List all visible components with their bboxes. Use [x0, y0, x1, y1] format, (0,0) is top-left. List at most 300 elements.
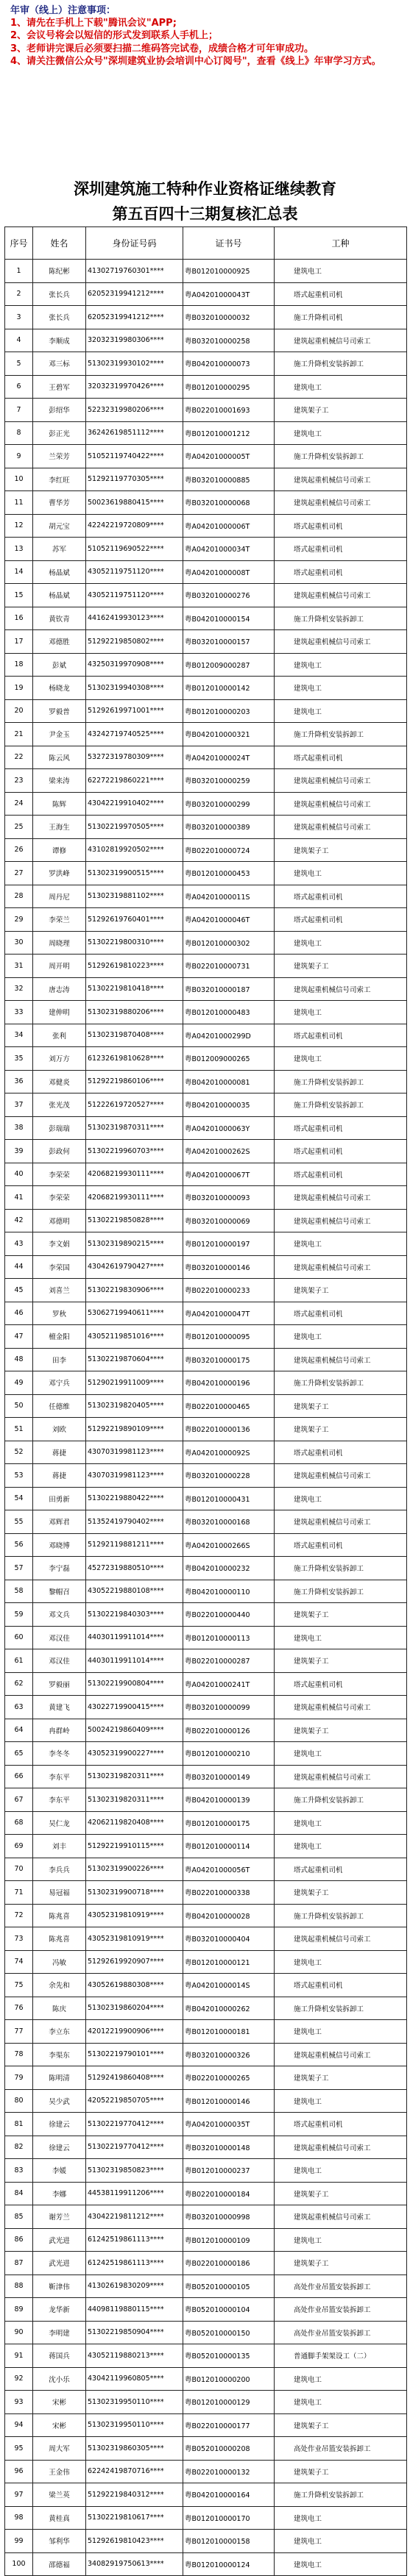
cell-id-number: 41302619830209****	[86, 2274, 183, 2298]
cell-certificate-number: 粤B022010000724	[183, 838, 275, 862]
cell-id-number: 44162419930123****	[86, 607, 183, 630]
cell-index: 38	[5, 1116, 33, 1140]
cell-id-number: 43022719900415****	[86, 1696, 183, 1719]
cell-certificate-number: 粤B052010000150	[183, 2321, 275, 2344]
cell-certificate-number: 粤B032010000069	[183, 1209, 275, 1232]
cell-name: 李荣荣	[33, 1186, 86, 1210]
notice-line-1: 1、请先在手机上下载"腾讯会议"APP;	[10, 18, 177, 29]
cell-index: 40	[5, 1163, 33, 1186]
table-row	[5, 375, 407, 399]
cell-job-type: 建筑电工	[275, 2089, 407, 2113]
cell-name: 邵德福	[33, 2552, 86, 2576]
cell-id-number: 43052119751120****	[86, 584, 183, 607]
cell-job-type: 建筑电工	[275, 375, 407, 399]
cell-id-number: 42242219720809****	[86, 514, 183, 538]
table-row	[5, 1163, 407, 1186]
cell-certificate-number: 粤B032010000068	[183, 491, 275, 515]
cell-name: 李立东	[33, 2020, 86, 2044]
table-row	[5, 1302, 407, 1325]
cell-index: 19	[5, 677, 33, 700]
cell-job-type: 建筑起重机械信号司索工	[275, 468, 407, 491]
table-row	[5, 1580, 407, 1603]
cell-certificate-number: 粤B032010000148	[183, 2136, 275, 2159]
cell-job-type: 建筑电工	[275, 2020, 407, 2044]
cell-job-type: 建筑架子工	[275, 2460, 407, 2483]
cell-certificate-number: 粤B012010000295	[183, 375, 275, 399]
cell-certificate-number: 粤A04201000008T	[183, 560, 275, 584]
cell-name: 尹金玉	[33, 723, 86, 746]
cell-certificate-number: 粤A04201000014S	[183, 1974, 275, 1997]
cell-index: 9	[5, 445, 33, 468]
cell-index: 14	[5, 560, 33, 584]
cell-index: 88	[5, 2274, 33, 2298]
cell-id-number: 51302219900804****	[86, 1672, 183, 1696]
cell-job-type: 建筑电工	[275, 2506, 407, 2530]
cell-job-type: 建筑架子工	[275, 2182, 407, 2205]
cell-certificate-number: 粤B022010000186	[183, 2252, 275, 2275]
cell-name: 任德维	[33, 1394, 86, 1418]
cell-certificate-number: 粤B022010000177	[183, 2413, 275, 2437]
cell-certificate-number: 粤B012010000200	[183, 2367, 275, 2391]
cell-id-number: 41302719760301****	[86, 260, 183, 283]
cell-index: 63	[5, 1696, 33, 1719]
table-header-row	[5, 227, 407, 260]
cell-id-number: 51302219810617****	[86, 2506, 183, 2530]
cell-name: 建伸明	[33, 1001, 86, 1024]
cell-id-number: 51302319930102****	[86, 352, 183, 376]
cell-certificate-number: 粤B032010000299	[183, 792, 275, 816]
cell-certificate-number: 粤B022010000731	[183, 955, 275, 978]
cell-id-number: 44030119911014****	[86, 1626, 183, 1649]
cell-index: 21	[5, 723, 33, 746]
table-row	[5, 1209, 407, 1232]
table-row	[5, 282, 407, 306]
table-row	[5, 1116, 407, 1140]
cell-index: 85	[5, 2205, 33, 2229]
cell-index: 69	[5, 1835, 33, 1858]
table-row	[5, 977, 407, 1001]
cell-id-number: 62272219860221****	[86, 769, 183, 793]
cell-name: 陈辉	[33, 792, 86, 816]
cell-index: 82	[5, 2136, 33, 2159]
cell-id-number: 43052319810919****	[86, 1927, 183, 1951]
cell-job-type: 施工升降机安装拆卸工	[275, 1904, 407, 1927]
cell-id-number: 51302319900226****	[86, 1858, 183, 1881]
table-row	[5, 1950, 407, 1974]
cell-name: 陈云风	[33, 746, 86, 769]
table-row	[5, 421, 407, 445]
cell-id-number: 42062119820408****	[86, 1811, 183, 1835]
table-row	[5, 1974, 407, 1997]
cell-name: 李明建	[33, 2321, 86, 2344]
cell-index: 56	[5, 1533, 33, 1557]
cell-id-number: 51292619810423****	[86, 2530, 183, 2553]
cell-id-number: 61232619810628****	[86, 1047, 183, 1071]
cell-index: 4	[5, 329, 33, 352]
table-row	[5, 1557, 407, 1580]
cell-job-type: 建筑架子工	[275, 1394, 407, 1418]
cell-certificate-number: 粤B012010000431	[183, 1487, 275, 1510]
cell-name: 彭瑞瑞	[33, 1116, 86, 1140]
cell-name: 邓汉佳	[33, 1649, 86, 1673]
cell-job-type: 建筑电工	[275, 1626, 407, 1649]
table-row	[5, 2344, 407, 2368]
cell-name: 李冬冬	[33, 1742, 86, 1766]
cell-id-number: 32032319970426****	[86, 375, 183, 399]
cell-index: 31	[5, 955, 33, 978]
cell-id-number: 53272319780309****	[86, 746, 183, 769]
cell-certificate-number: 粤B042010000110	[183, 1580, 275, 1603]
cell-certificate-number: 粤B032010000099	[183, 1696, 275, 1719]
cell-id-number: 44098119880115****	[86, 2298, 183, 2322]
cell-name: 余先和	[33, 1974, 86, 1997]
table-row	[5, 399, 407, 422]
cell-job-type: 塔式起重机司机	[275, 1974, 407, 1997]
cell-index: 17	[5, 630, 33, 654]
cell-job-type: 塔式起重机司机	[275, 538, 407, 561]
cell-name: 李荣兰	[33, 908, 86, 932]
cell-index: 64	[5, 1719, 33, 1742]
cell-id-number: 50023619880415****	[86, 491, 183, 515]
table-row	[5, 2020, 407, 2044]
cell-id-number: 43052319900227****	[86, 1742, 183, 1766]
cell-job-type: 塔式起重机司机	[275, 514, 407, 538]
cell-name: 王海生	[33, 816, 86, 839]
cell-certificate-number: 粤A04201000024T	[183, 746, 275, 769]
cell-id-number: 43250319970908****	[86, 653, 183, 677]
cell-certificate-number: 粤B042010000073	[183, 352, 275, 376]
cell-certificate-number: 粤A04201000011S	[183, 885, 275, 908]
cell-name: 杨晓龙	[33, 677, 86, 700]
cell-job-type: 建筑起重机械信号司索工	[275, 1510, 407, 1534]
cell-certificate-number: 粤B022010000132	[183, 2460, 275, 2483]
cell-name: 武光进	[33, 2228, 86, 2252]
cell-job-type: 塔式起重机司机	[275, 1024, 407, 1047]
cell-job-type: 施工升降机安装拆卸工	[275, 607, 407, 630]
cell-job-type: 建筑电工	[275, 1232, 407, 1256]
table-row	[5, 1441, 407, 1464]
cell-certificate-number: 粤B012010000170	[183, 2506, 275, 2530]
cell-name: 邓德明	[33, 1209, 86, 1232]
table-row	[5, 931, 407, 955]
cell-name: 张长兵	[33, 282, 86, 306]
cell-certificate-number: 粤B022010000440	[183, 1603, 275, 1627]
cell-name: 刘万方	[33, 1047, 86, 1071]
cell-name: 李文娟	[33, 1232, 86, 1256]
cell-index: 59	[5, 1603, 33, 1627]
cell-index: 46	[5, 1302, 33, 1325]
cell-certificate-number: 粤B042010000028	[183, 1904, 275, 1927]
cell-job-type: 建筑架子工	[275, 2413, 407, 2437]
cell-certificate-number: 粤A04201000063Y	[183, 1116, 275, 1140]
cell-job-type: 建筑起重机械信号司索工	[275, 977, 407, 1001]
cell-certificate-number: 粤B012010000181	[183, 2020, 275, 2044]
cell-job-type: 建筑电工	[275, 1487, 407, 1510]
cell-index: 97	[5, 2483, 33, 2507]
cell-certificate-number: 粤B032010000326	[183, 2043, 275, 2066]
cell-job-type: 建筑起重机械信号司索工	[275, 2136, 407, 2159]
table-row	[5, 1394, 407, 1418]
cell-job-type: 建筑电工	[275, 699, 407, 723]
cell-name: 罗毅普	[33, 699, 86, 723]
cell-id-number: 34082919750613****	[86, 2552, 183, 2576]
cell-index: 61	[5, 1649, 33, 1673]
cell-id-number: 43052619880308****	[86, 1974, 183, 1997]
cell-job-type: 施工升降机安装拆卸工	[275, 2483, 407, 2507]
cell-index: 71	[5, 1881, 33, 1905]
cell-index: 10	[5, 468, 33, 491]
cell-job-type: 施工升降机安装拆卸工	[275, 445, 407, 468]
table-row	[5, 1811, 407, 1835]
cell-job-type: 塔式起重机司机	[275, 1116, 407, 1140]
cell-index: 49	[5, 1371, 33, 1395]
cell-index: 83	[5, 2159, 33, 2183]
cell-id-number: 51302219770412****	[86, 2113, 183, 2136]
cell-id-number: 43042219811212****	[86, 2205, 183, 2229]
cell-id-number: 51292219910115****	[86, 1835, 183, 1858]
cell-id-number: 43052119851016****	[86, 1325, 183, 1349]
cell-name: 徐建云	[33, 2136, 86, 2159]
table-row	[5, 769, 407, 793]
cell-index: 86	[5, 2228, 33, 2252]
cell-id-number: 51290219911009****	[86, 1371, 183, 1395]
cell-name: 陈纪彬	[33, 260, 86, 283]
cell-certificate-number: 粤B052010000208	[183, 2437, 275, 2461]
cell-index: 70	[5, 1858, 33, 1881]
cell-name: 梁兰英	[33, 2483, 86, 2507]
cell-id-number: 62242419870716****	[86, 2460, 183, 2483]
cell-job-type: 建筑架子工	[275, 1603, 407, 1627]
cell-name: 檀金阳	[33, 1325, 86, 1349]
cell-index: 43	[5, 1232, 33, 1256]
table-row	[5, 2321, 407, 2344]
cell-job-type: 建筑架子工	[275, 2252, 407, 2275]
cell-name: 冯敏	[33, 1950, 86, 1974]
cell-name: 杨晶斌	[33, 560, 86, 584]
cell-job-type: 建筑电工	[275, 1001, 407, 1024]
cell-name: 周开明	[33, 955, 86, 978]
cell-job-type: 施工升降机安装拆卸工	[275, 1997, 407, 2020]
table-row	[5, 1140, 407, 1163]
cell-id-number: 42068219930111****	[86, 1163, 183, 1186]
table-row	[5, 1325, 407, 1349]
cell-index: 16	[5, 607, 33, 630]
cell-name: 李荣荣	[33, 1163, 86, 1186]
cell-job-type: 建筑电工	[275, 1950, 407, 1974]
cell-index: 1	[5, 260, 33, 283]
cell-name: 罗洪峰	[33, 862, 86, 885]
cell-name: 陈兆喜	[33, 1927, 86, 1951]
cell-index: 74	[5, 1950, 33, 1974]
cell-name: 邓文兵	[33, 1603, 86, 1627]
cell-id-number: 51302319880206****	[86, 1001, 183, 1024]
cell-index: 78	[5, 2043, 33, 2066]
cell-name: 彭斌	[33, 653, 86, 677]
cell-certificate-number: 粤B052010000104	[183, 2298, 275, 2322]
cell-certificate-number: 粤B012010000197	[183, 1232, 275, 1256]
table-row	[5, 1001, 407, 1024]
cell-id-number: 51302219960703****	[86, 1140, 183, 1163]
cell-certificate-number: 粤B012010000302	[183, 931, 275, 955]
table-row	[5, 838, 407, 862]
cell-job-type: 塔式起重机司机	[275, 282, 407, 306]
cell-name: 邹利华	[33, 2530, 86, 2553]
cell-job-type: 建筑起重机械信号司索工	[275, 1927, 407, 1951]
cell-job-type: 高处作业吊篮安装拆卸工	[275, 2274, 407, 2298]
cell-job-type: 建筑起重机械信号司索工	[275, 1255, 407, 1279]
cell-job-type: 建筑起重机械信号司索工	[275, 491, 407, 515]
cell-certificate-number: 粤B022010000338	[183, 1881, 275, 1905]
table-row	[5, 514, 407, 538]
cell-id-number: 32032319980306****	[86, 329, 183, 352]
cell-index: 73	[5, 1927, 33, 1951]
cell-index: 92	[5, 2367, 33, 2391]
cell-certificate-number: 粤B012010000109	[183, 2228, 275, 2252]
cell-name: 王金伟	[33, 2460, 86, 2483]
cell-index: 100	[5, 2552, 33, 2576]
cell-job-type: 建筑起重机械信号司索工	[275, 329, 407, 352]
table-row	[5, 2252, 407, 2275]
cell-id-number: 51302319860305****	[86, 2437, 183, 2461]
table-row	[5, 329, 407, 352]
cell-job-type: 建筑起重机械信号司索工	[275, 1464, 407, 1488]
cell-job-type: 建筑架子工	[275, 1881, 407, 1905]
cell-certificate-number: 粤B022010000233	[183, 1279, 275, 1302]
cell-index: 94	[5, 2413, 33, 2437]
cell-certificate-number: 粤B042010000154	[183, 607, 275, 630]
cell-name: 吴仁龙	[33, 1811, 86, 1835]
table-row	[5, 699, 407, 723]
cell-index: 35	[5, 1047, 33, 1071]
cell-id-number: 43042619790427****	[86, 1255, 183, 1279]
cell-certificate-number: 粤B042010000196	[183, 1371, 275, 1395]
cell-id-number: 43070319981123****	[86, 1441, 183, 1464]
table-row	[5, 2413, 407, 2437]
table-row	[5, 260, 407, 283]
cell-index: 44	[5, 1255, 33, 1279]
cell-id-number: 62052319941212****	[86, 306, 183, 329]
cell-id-number: 43042219910402****	[86, 792, 183, 816]
cell-id-number: 51302319850823****	[86, 2159, 183, 2183]
notice-line-4: 4、请关注微信公众号"深圳建筑业协会培训中心订阅号"，查看《线上》年审学习方式。	[10, 55, 381, 67]
table-row	[5, 1510, 407, 1534]
cell-job-type: 建筑电工	[275, 2367, 407, 2391]
cell-name: 李娜	[33, 2182, 86, 2205]
table-row	[5, 816, 407, 839]
cell-index: 27	[5, 862, 33, 885]
cell-name: 张长兵	[33, 306, 86, 329]
cell-job-type: 建筑电工	[275, 1047, 407, 1071]
cell-job-type: 建筑起重机械信号司索工	[275, 1348, 407, 1371]
cell-index: 54	[5, 1487, 33, 1510]
cell-id-number: 51302319890215****	[86, 1232, 183, 1256]
cell-id-number: 51292219840312****	[86, 2483, 183, 2507]
cell-job-type: 建筑电工	[275, 2530, 407, 2553]
cell-certificate-number: 粤B012010000146	[183, 2089, 275, 2113]
cell-certificate-number: 粤A04201000005T	[183, 445, 275, 468]
cell-name: 陈兆喜	[33, 1904, 86, 1927]
cell-index: 11	[5, 491, 33, 515]
table-row	[5, 306, 407, 329]
cell-job-type: 建筑起重机械信号司索工	[275, 1186, 407, 1210]
cell-job-type: 塔式起重机司机	[275, 1441, 407, 1464]
cell-job-type: 建筑架子工	[275, 1418, 407, 1441]
table-row	[5, 1093, 407, 1117]
cell-id-number: 43102819920502****	[86, 838, 183, 862]
cell-certificate-number: 粤B012009000265	[183, 1047, 275, 1071]
cell-id-number: 52232319980206****	[86, 399, 183, 422]
cell-index: 58	[5, 1580, 33, 1603]
cell-id-number: 51302319950110****	[86, 2391, 183, 2414]
cell-name: 宋彬	[33, 2391, 86, 2414]
cell-name: 罗秋	[33, 1302, 86, 1325]
cell-index: 99	[5, 2530, 33, 2553]
table-row	[5, 885, 407, 908]
cell-job-type: 建筑电工	[275, 677, 407, 700]
cell-certificate-number: 粤A04201000034T	[183, 538, 275, 561]
notice-line-3: 3、老师讲完课后必须要扫描二维码答完试卷，成绩合格才可年审成功。	[10, 43, 314, 54]
cell-id-number: 51292619971001****	[86, 699, 183, 723]
cell-certificate-number: 粤A04201000006T	[183, 514, 275, 538]
cell-index: 7	[5, 399, 33, 422]
table-row	[5, 955, 407, 978]
cell-name: 李东平	[33, 1765, 86, 1788]
table-row	[5, 746, 407, 769]
cell-job-type: 建筑架子工	[275, 955, 407, 978]
cell-job-type: 建筑起重机械信号司索工	[275, 792, 407, 816]
cell-name: 刘喜兰	[33, 1279, 86, 1302]
cell-index: 23	[5, 769, 33, 793]
cell-name: 王碧军	[33, 375, 86, 399]
cell-job-type: 建筑电工	[275, 653, 407, 677]
table-row	[5, 1371, 407, 1395]
document-title	[0, 176, 410, 226]
cell-certificate-number: 粤B022010000184	[183, 2182, 275, 2205]
cell-certificate-number: 粤B032010000259	[183, 769, 275, 793]
cell-certificate-number: 粤B042010000139	[183, 1788, 275, 1812]
cell-id-number: 51292219890109****	[86, 1418, 183, 1441]
table-row	[5, 2530, 407, 2553]
table-row	[5, 538, 407, 561]
cell-name: 李媛	[33, 2159, 86, 2183]
cell-id-number: 51302219830906****	[86, 1279, 183, 1302]
table-row	[5, 653, 407, 677]
cell-id-number: 51292219850802****	[86, 630, 183, 654]
cell-index: 2	[5, 282, 33, 306]
table-row	[5, 2113, 407, 2136]
cell-id-number: 43052319810919****	[86, 1904, 183, 1927]
cell-id-number: 43242719740525****	[86, 723, 183, 746]
table-row	[5, 2552, 407, 2576]
cell-certificate-number: 粤B012010000925	[183, 260, 275, 283]
cell-job-type: 建筑起重机械信号司索工	[275, 584, 407, 607]
cell-job-type: 建筑架子工	[275, 1279, 407, 1302]
notice-block	[10, 4, 405, 68]
cell-name: 邓汉佳	[33, 1626, 86, 1649]
cell-name: 李红旺	[33, 468, 86, 491]
cell-certificate-number: 粤B022010000287	[183, 1649, 275, 1673]
cell-name: 彭政何	[33, 1140, 86, 1163]
cell-name: 兰荣芳	[33, 445, 86, 468]
cell-index: 67	[5, 1788, 33, 1812]
cell-id-number: 61242519861113****	[86, 2252, 183, 2275]
cell-job-type: 施工升降机司机	[275, 306, 407, 329]
cell-job-type: 塔式起重机司机	[275, 2113, 407, 2136]
cell-certificate-number: 粤B032010000168	[183, 1510, 275, 1534]
cell-certificate-number: 粤B032010000998	[183, 2205, 275, 2229]
cell-certificate-number: 粤B042010000262	[183, 1997, 275, 2020]
table-row	[5, 2274, 407, 2298]
